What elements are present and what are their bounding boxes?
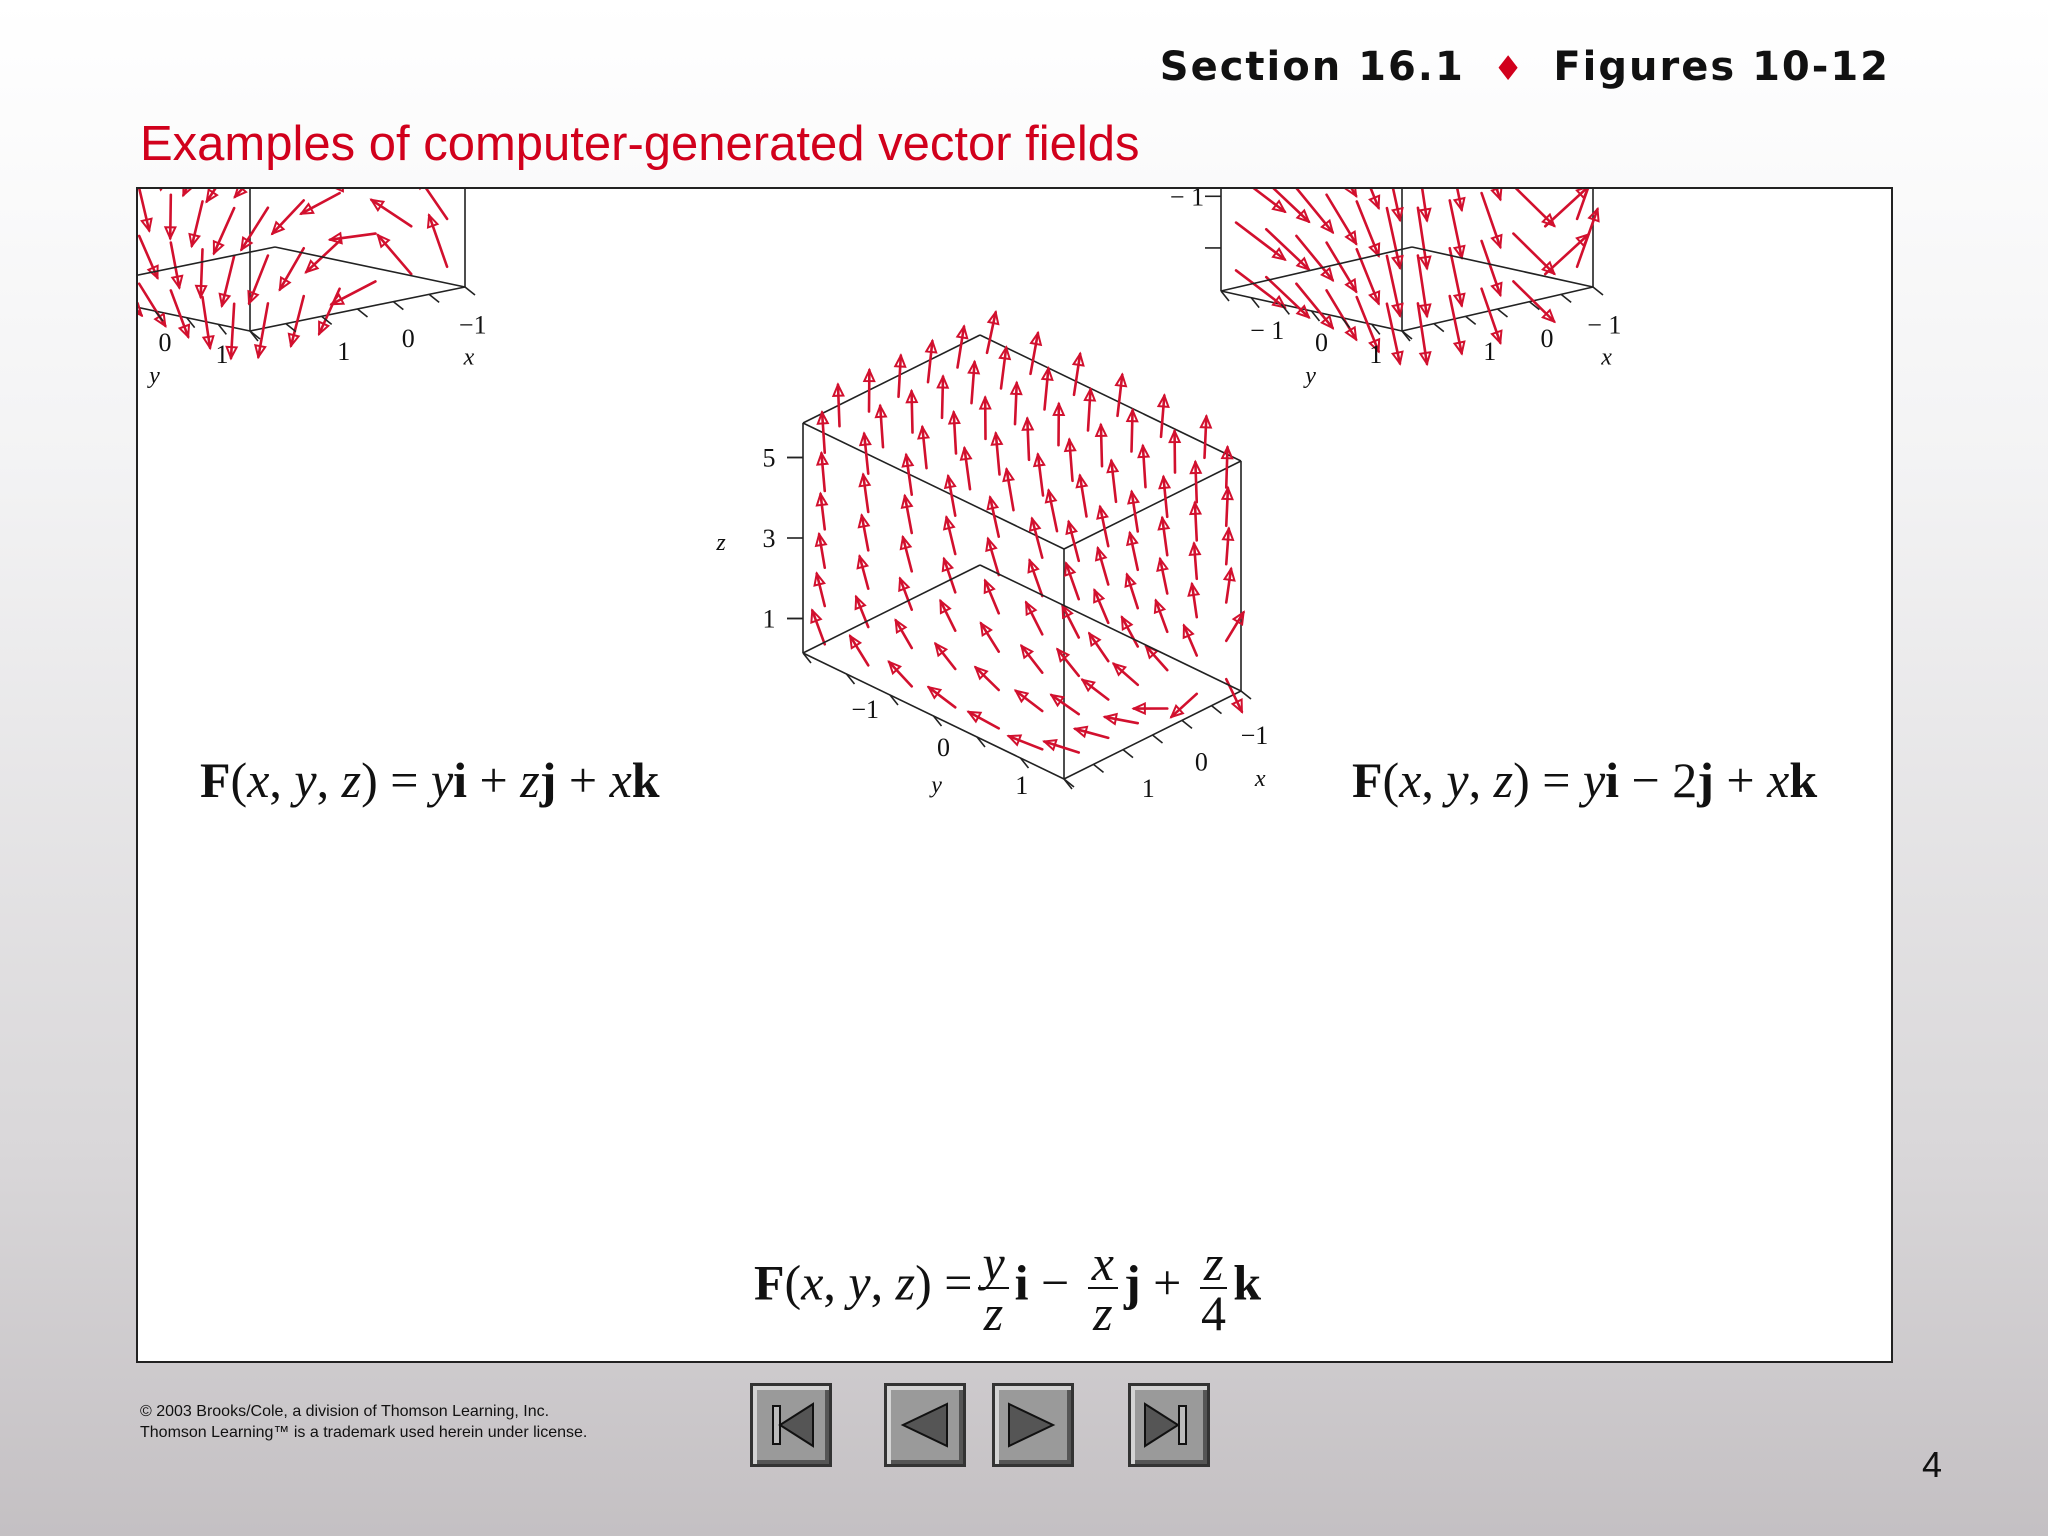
page-number: 4: [1921, 1444, 1942, 1485]
field-2-y-tick-label: 0: [1315, 328, 1328, 357]
field-3-arrow-head: [1029, 560, 1038, 572]
field-1-arrow: [429, 215, 447, 266]
formula-field-2: F(x, y, z) = yi − 2j + xk: [1352, 752, 1818, 808]
field-3-arrow: [896, 620, 912, 648]
field-3-cube-edge: [803, 423, 1064, 549]
field-1-arrow-head: [301, 204, 313, 214]
field-3-arrow-head: [1233, 700, 1242, 712]
field-3-arrow-head: [1044, 740, 1056, 750]
formula-field-3: F(x, y, z) = $\frac{y}{z}$ i − $\frac{x}{z}$ j + $\frac{z}{4}$ k: [754, 1235, 1262, 1341]
field-1-x-tick-mark: [393, 302, 403, 310]
field-1-arrow-head: [331, 295, 343, 305]
field-3-cube-edge: [980, 565, 1241, 691]
field-3-arrow: [1088, 389, 1091, 430]
field-3-cube-edge: [803, 565, 980, 653]
field-2-arrow-head: [1370, 196, 1379, 208]
field-2-cube-edge: [1412, 247, 1593, 287]
field-1-arrow: [319, 289, 339, 334]
field-2-arrow-head: [1370, 291, 1379, 303]
copyright-notice: [140, 1401, 587, 1443]
field-3-arrow: [1101, 425, 1102, 466]
field-1-arrow: [280, 248, 304, 289]
field-2-arrow: [1327, 243, 1357, 292]
field-3-arrow-head: [1122, 617, 1132, 629]
field-1-arrow: [170, 195, 171, 239]
field-3-arrow-head: [1155, 601, 1164, 613]
field-3-x-axis-label: x: [1254, 766, 1266, 793]
field-3-arrow: [912, 391, 913, 432]
field-3-x-tick-mark: [1212, 706, 1222, 714]
field-3-arrow: [1195, 462, 1196, 502]
field-3-x-tick-label: −1: [1240, 721, 1269, 751]
field-3-arrow: [1226, 447, 1227, 487]
first-slide-button[interactable]: [750, 1383, 832, 1467]
field-3-arrow-head: [1094, 590, 1103, 602]
field-3-arrow: [929, 687, 956, 707]
field-3-arrow: [1082, 680, 1108, 700]
field-2-arrow: [1357, 201, 1379, 255]
field-1-y-tick-label: 0: [158, 328, 172, 357]
field-1-y-tick-label: 1: [215, 340, 229, 369]
field-2-x-tick-mark: [1498, 309, 1508, 317]
field-3-arrow-head: [1184, 626, 1193, 638]
field-1-arrow-head: [138, 304, 142, 316]
skip-first-icon: [753, 1386, 829, 1464]
field-3-arrow: [1132, 410, 1133, 451]
field-1-y-axis-label: y: [149, 363, 160, 389]
field-3-y-tick-label: −1: [851, 695, 880, 725]
field-3-x-tick-mark: [1241, 691, 1251, 699]
field-3-arrow: [899, 356, 901, 397]
field-3-z-tick-label: 1: [762, 604, 776, 634]
field-3-arrow-head: [856, 597, 865, 609]
field-1-arrow: [201, 249, 203, 297]
field-2-y-tick-label: − 1: [1250, 316, 1285, 345]
field-3-cube-edge: [1064, 461, 1241, 549]
field-2-x-tick-mark: [1466, 316, 1476, 324]
field-3-arrow: [1226, 488, 1228, 526]
field-2-arrow: [1513, 234, 1554, 274]
field-3-arrow: [1095, 590, 1109, 623]
field-1-cube-edge: [275, 247, 465, 287]
field-3-x-tick-label: 0: [1194, 747, 1208, 777]
field-2-arrow: [1327, 195, 1357, 244]
field-2-arrow-head: [1589, 209, 1598, 221]
field-3-arrow: [1016, 691, 1042, 711]
figure-panel: [136, 187, 1893, 1363]
field-1-x-tick-mark: [429, 294, 439, 302]
field-1-arrow: [272, 200, 303, 233]
field-3-arrow: [1022, 646, 1043, 673]
field-3-arrow-head: [943, 559, 952, 571]
field-2-x-tick-mark: [1561, 294, 1571, 302]
field-1-arrow: [301, 193, 339, 214]
field-1-x-axis-label: x: [463, 344, 475, 371]
field-1-arrow: [241, 208, 267, 250]
field-3-arrow: [1205, 416, 1207, 457]
field-3-arrow-head: [941, 601, 950, 613]
field-2-x-tick-mark: [1434, 324, 1444, 332]
field-2-cube-edge: [1221, 247, 1412, 291]
field-3-arrow-head: [969, 712, 981, 722]
field-3-z-axis-label: z: [716, 530, 726, 556]
field-2-arrow: [1482, 289, 1501, 343]
field-3-z-tick-label: 3: [762, 524, 776, 553]
skip-last-icon: [1131, 1386, 1207, 1464]
field-3-arrow: [969, 712, 999, 728]
field-1-x-tick-mark: [358, 309, 368, 317]
field-3-arrow: [1089, 634, 1108, 662]
field-2-arrow: [1482, 193, 1501, 247]
field-1-arrow: [214, 208, 234, 253]
previous-slide-button[interactable]: [884, 1383, 966, 1467]
field-2-y-axis-label: y: [1305, 363, 1316, 389]
field-3-y-tick-label: 0: [937, 733, 950, 762]
field-3-arrow: [1122, 617, 1138, 646]
field-3-arrow: [1195, 503, 1197, 541]
field-3-x-tick-mark: [1123, 750, 1133, 758]
field-1-arrow: [418, 189, 447, 219]
formula-field-1: F(x, y, z) = yi + zj + xk: [200, 752, 660, 808]
arrow-right-icon: [995, 1386, 1071, 1464]
field-3-arrow: [1026, 603, 1042, 635]
field-2-arrow: [1482, 241, 1501, 295]
field-3-cube-edge: [803, 335, 980, 423]
field-3-arrow-head: [1009, 735, 1021, 744]
field-3-cube-edge: [980, 335, 1241, 461]
last-slide-button[interactable]: [1128, 1383, 1210, 1467]
field-3-arrow: [985, 581, 999, 614]
field-1-x-tick-label: 0: [401, 323, 415, 353]
field-1-x-tick-label: −1: [458, 310, 487, 340]
field-1-arrow: [231, 304, 234, 358]
section-label: Section 16.1: [1159, 44, 1465, 90]
field-3-x-tick-label: 1: [1141, 774, 1155, 803]
field-3-arrow: [941, 601, 956, 631]
field-3-arrow: [1058, 649, 1079, 675]
field-3-arrow: [850, 636, 868, 665]
field-2-z-tick-label: − 1: [1169, 189, 1205, 212]
field-3-arrow: [1051, 695, 1078, 714]
field-2-x-tick-mark: [1593, 287, 1603, 295]
field-3-arrow: [1226, 679, 1242, 712]
field-2-arrow-head: [1370, 244, 1379, 256]
field-3-arrow: [981, 623, 999, 651]
field-1-arrow: [171, 290, 188, 336]
field-3-arrow: [1027, 419, 1029, 460]
field-3-y-tick-label: 1: [1015, 770, 1029, 800]
field-3-arrow: [1063, 606, 1079, 638]
field-3-x-tick-mark: [1153, 735, 1163, 743]
slide-title: Examples of computer-generated vector fields: [140, 117, 1140, 171]
field-3-arrow: [954, 412, 956, 453]
field-1-arrow: [378, 235, 411, 274]
field-2-x-tick-label: 0: [1540, 323, 1554, 353]
field-3-arrow-head: [899, 579, 908, 591]
field-3-x-tick-mark: [1094, 764, 1104, 772]
field-2-x-axis-label: x: [1601, 344, 1612, 371]
field-3-y-axis-label: y: [931, 772, 942, 799]
copyright-line-1: © 2003 Brooks/Cole, a division of Thomson Learning, Inc.: [140, 1403, 550, 1420]
field-3-z-tick-label: 5: [762, 443, 776, 473]
field-2-arrow: [1513, 189, 1554, 226]
field-1-arrow-head: [428, 215, 437, 227]
field-3-arrow: [838, 385, 840, 426]
field-2-x-tick-label: − 1: [1587, 310, 1622, 340]
field-2-y-tick-label: 1: [1369, 340, 1383, 369]
field-1-x-tick-label: 1: [337, 337, 351, 366]
field-1-x-tick-mark: [465, 287, 475, 295]
field-2-arrow-head: [1492, 235, 1501, 247]
figures-label: Figures 10-12: [1553, 44, 1890, 90]
field-3-arrow-head: [1126, 575, 1136, 587]
field-3-x-tick-mark: [1182, 720, 1192, 728]
field-3-arrow-head: [811, 610, 820, 622]
field-1-arrow: [371, 200, 411, 226]
field-3-arrow-head: [985, 581, 994, 593]
field-3-arrow-head: [1026, 603, 1035, 615]
field-1-arrow-head: [332, 189, 343, 191]
section-header: [1160, 44, 1890, 90]
arrow-left-icon: [887, 1386, 963, 1464]
field-3-arrow-head: [1065, 563, 1074, 575]
copyright-line-2: Thomson Learning™ is a trademark used herein under license.: [140, 1424, 588, 1441]
field-2-arrow: [1513, 281, 1554, 321]
next-slide-button[interactable]: [992, 1383, 1074, 1467]
diamond-icon: ♦: [1492, 49, 1526, 89]
field-1-arrow-head: [180, 325, 189, 337]
field-3-arrow: [942, 377, 943, 418]
field-2-arrow-head: [1492, 283, 1501, 295]
field-2-x-tick-label: 1: [1483, 337, 1497, 366]
field-1-arrow: [249, 256, 268, 304]
field-3-arrow: [1015, 383, 1017, 424]
